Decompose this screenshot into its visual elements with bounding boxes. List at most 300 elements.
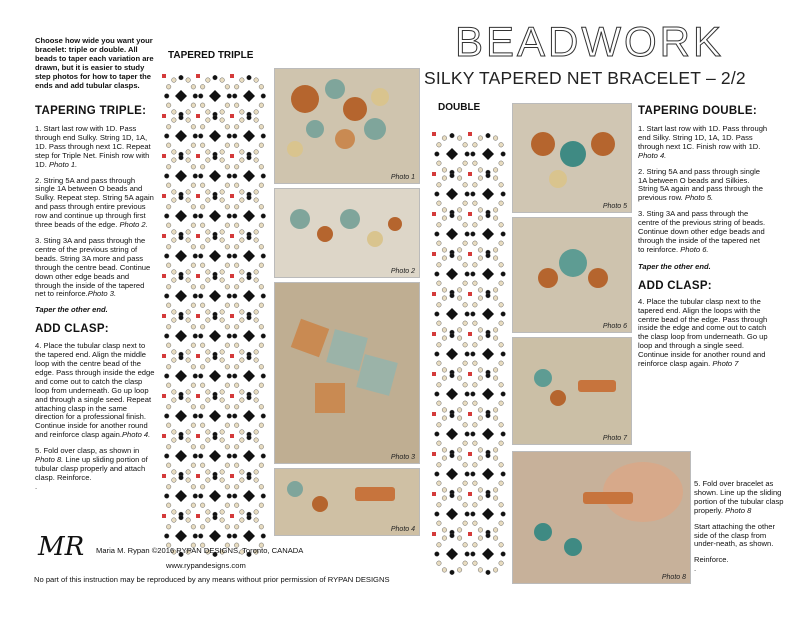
- bead: [220, 438, 225, 443]
- bead: [254, 478, 259, 483]
- red-bead: [468, 332, 472, 336]
- silky-bead: [482, 308, 494, 320]
- bead: [261, 134, 266, 139]
- bead: [225, 383, 230, 388]
- bead: [172, 190, 177, 195]
- bead: [193, 134, 198, 139]
- bead: [198, 454, 203, 459]
- bead: [437, 143, 442, 148]
- bead: [206, 358, 211, 363]
- footer-copyright: No part of this instruction may be reproduced by any means without prior permission of RYPAN DESIGNS: [34, 575, 390, 584]
- bead: [225, 405, 230, 410]
- bead: [493, 528, 498, 533]
- bead: [435, 312, 440, 317]
- bead: [193, 174, 198, 179]
- bead: [232, 494, 237, 499]
- bead: [234, 303, 239, 308]
- bead: [186, 158, 191, 163]
- bead: [200, 485, 205, 490]
- bead: [164, 454, 169, 459]
- bead: [240, 390, 245, 395]
- bead: [172, 270, 177, 275]
- bead: [471, 512, 476, 517]
- bead: [435, 512, 440, 517]
- red-bead: [196, 194, 200, 198]
- bead: [232, 254, 237, 259]
- bead: [261, 494, 266, 499]
- red-bead: [230, 314, 234, 318]
- bead: [473, 143, 478, 148]
- bead: [234, 525, 239, 530]
- red-bead: [432, 252, 436, 256]
- bead: [486, 373, 491, 378]
- bead: [225, 205, 230, 210]
- red-bead: [230, 114, 234, 118]
- bead: [259, 405, 264, 410]
- bead: [259, 445, 264, 450]
- bead: [191, 223, 196, 228]
- bead: [240, 198, 245, 203]
- bead: [457, 528, 462, 533]
- bead: [493, 216, 498, 221]
- bead: [186, 230, 191, 235]
- bead: [179, 235, 184, 240]
- bead: [457, 536, 462, 541]
- bead: [166, 423, 171, 428]
- bead: [213, 155, 218, 160]
- bead: [499, 543, 504, 548]
- bead: [220, 310, 225, 315]
- red-bead: [196, 154, 200, 158]
- red-bead: [196, 434, 200, 438]
- bead: [435, 552, 440, 557]
- bead: [457, 376, 462, 381]
- bead: [206, 278, 211, 283]
- bead: [463, 441, 468, 446]
- bead: [206, 230, 211, 235]
- right-column-bottom: [694, 480, 784, 574]
- bead: [478, 368, 483, 373]
- silky-bead: [243, 290, 255, 302]
- silky-bead: [482, 508, 494, 520]
- bead: [254, 438, 259, 443]
- bead: [240, 238, 245, 243]
- bead: [478, 568, 483, 573]
- bead: [457, 496, 462, 501]
- bead: [478, 256, 483, 261]
- bead: [437, 441, 442, 446]
- bead: [437, 361, 442, 366]
- bead: [457, 256, 462, 261]
- bead: [465, 232, 470, 237]
- photo-8: [512, 451, 691, 584]
- bead: [259, 325, 264, 330]
- bead: [437, 521, 442, 526]
- bead: [166, 103, 171, 108]
- bead: [247, 315, 252, 320]
- bead: [261, 414, 266, 419]
- silky-bead: [446, 388, 458, 400]
- bead: [240, 270, 245, 275]
- bead: [499, 423, 504, 428]
- photo-5-caption: Photo 5: [602, 203, 627, 210]
- bead-net: [432, 132, 505, 575]
- bead: [463, 521, 468, 526]
- red-bead: [230, 434, 234, 438]
- bead: [463, 463, 468, 468]
- bead: [437, 263, 442, 268]
- bead: [200, 405, 205, 410]
- bead: [261, 254, 266, 259]
- bead: [463, 303, 468, 308]
- bead: [493, 408, 498, 413]
- bead: [220, 118, 225, 123]
- bead: [457, 408, 462, 413]
- photo-6-image: [513, 218, 631, 332]
- red-bead: [196, 474, 200, 478]
- red-bead: [230, 234, 234, 238]
- bead: [166, 183, 171, 188]
- bead: [254, 150, 259, 155]
- add-clasp-heading-right: ADD CLASP:: [638, 279, 712, 292]
- bead: [213, 395, 218, 400]
- bead: [478, 408, 483, 413]
- red-bead: [468, 172, 472, 176]
- bead: [240, 78, 245, 83]
- silky-bead: [175, 530, 187, 542]
- bead: [259, 285, 264, 290]
- bead: [499, 183, 504, 188]
- bead: [501, 272, 506, 277]
- bead: [437, 201, 442, 206]
- bead: [206, 518, 211, 523]
- red-bead: [196, 514, 200, 518]
- bead: [186, 270, 191, 275]
- bead: [198, 334, 203, 339]
- bead: [206, 198, 211, 203]
- silky-bead: [243, 210, 255, 222]
- bead: [442, 328, 447, 333]
- bead: [450, 453, 455, 458]
- bead: [206, 470, 211, 475]
- bead: [186, 238, 191, 243]
- bead: [206, 150, 211, 155]
- bead: [493, 376, 498, 381]
- bead: [200, 325, 205, 330]
- bead: [191, 125, 196, 130]
- silky-bead: [482, 348, 494, 360]
- bead: [227, 334, 232, 339]
- bead: [501, 552, 506, 557]
- red-bead: [468, 412, 472, 416]
- bead: [225, 365, 230, 370]
- red-bead: [468, 212, 472, 216]
- bead: [254, 270, 259, 275]
- bead: [442, 528, 447, 533]
- bead: [471, 552, 476, 557]
- silky-bead: [209, 130, 221, 142]
- bead: [172, 478, 177, 483]
- bead: [499, 481, 504, 486]
- double-step-1: 1. Start last row with 1D. Pass through end Silky. String 1D, 1A, 1D. Pass through next 1C. Finish row with 1D. Photo 4.: [638, 124, 768, 160]
- bead: [232, 214, 237, 219]
- red-bead: [230, 514, 234, 518]
- red-bead: [162, 394, 166, 398]
- double-step-4: 4. Place the tubular clasp next to the tapered end. Align the loops with the centre bead of the edge. Pass through inside the edge and come out to catch the clasp loop from underneath. Go up loop and through a single seed. Continue inside for another round and reinforce clasp again. Photo 7: [638, 296, 768, 369]
- bead: [457, 328, 462, 333]
- bead: [225, 183, 230, 188]
- bead: [463, 401, 468, 406]
- bead: [191, 463, 196, 468]
- bead: [463, 223, 468, 228]
- bead: [261, 214, 266, 219]
- bead: [200, 423, 205, 428]
- bead: [220, 158, 225, 163]
- bead: [499, 343, 504, 348]
- bead: [213, 315, 218, 320]
- bead: [457, 216, 462, 221]
- bead: [240, 150, 245, 155]
- silky-bead: [209, 370, 221, 382]
- bead: [200, 205, 205, 210]
- bead: [220, 478, 225, 483]
- bead: [471, 152, 476, 157]
- bead: [254, 278, 259, 283]
- bead: [501, 152, 506, 157]
- bead: [486, 413, 491, 418]
- bead: [198, 134, 203, 139]
- bead: [179, 75, 184, 80]
- bead: [166, 205, 171, 210]
- bead: [191, 485, 196, 490]
- bead: [473, 201, 478, 206]
- bead: [164, 214, 169, 219]
- bead: [450, 293, 455, 298]
- tapered-triple-label: TAPERED TRIPLE: [168, 50, 254, 61]
- bead: [172, 310, 177, 315]
- bead: [450, 333, 455, 338]
- red-bead: [468, 532, 472, 536]
- right-column: [638, 105, 768, 369]
- bead: [259, 343, 264, 348]
- intro-text: Choose how wide you want your bracelet: triple or double. All beads to taper each variation are drawn, but it is easier to study step photos for how to taper the ends and add tubular clasps.: [35, 36, 154, 90]
- bead: [259, 125, 264, 130]
- silky-bead: [243, 370, 255, 382]
- silky-bead: [209, 210, 221, 222]
- bead: [213, 475, 218, 480]
- bead: [442, 448, 447, 453]
- bead: [450, 533, 455, 538]
- bead: [193, 494, 198, 499]
- bead: [259, 103, 264, 108]
- silky-bead: [446, 468, 458, 480]
- red-bead: [162, 354, 166, 358]
- silky-bead: [243, 90, 255, 102]
- bead: [172, 430, 177, 435]
- triple-bead-diagram: [160, 68, 270, 573]
- bead: [179, 315, 184, 320]
- bead: [234, 205, 239, 210]
- bead: [437, 321, 442, 326]
- bead: [227, 454, 232, 459]
- bead: [179, 475, 184, 480]
- bead: [465, 192, 470, 197]
- bead: [478, 448, 483, 453]
- bead: [478, 336, 483, 341]
- bead: [193, 294, 198, 299]
- red-bead: [468, 492, 472, 496]
- bead: [186, 390, 191, 395]
- bead: [442, 456, 447, 461]
- bead: [166, 365, 171, 370]
- bead: [457, 288, 462, 293]
- bead: [435, 192, 440, 197]
- bead: [234, 365, 239, 370]
- photo-2-image: [275, 189, 419, 277]
- bead: [200, 365, 205, 370]
- bead: [172, 438, 177, 443]
- bead: [471, 472, 476, 477]
- bead: [198, 294, 203, 299]
- silky-bead: [209, 330, 221, 342]
- red-bead: [230, 194, 234, 198]
- bead: [172, 510, 177, 515]
- triple-step-2: 2. String 5A and pass through single 1A between O beads and Sulky. Repeat step. String 5A again and pass through entire previous row and continue up through first three beads of the edge. Photo 2.: [35, 175, 154, 230]
- bead: [172, 158, 177, 163]
- bead: [225, 103, 230, 108]
- bead: [493, 568, 498, 573]
- bead: [234, 485, 239, 490]
- bead: [473, 561, 478, 566]
- bead: [225, 325, 230, 330]
- footer-credit: Maria M. Rypan ©2016 RYPAN DESIGNS, Toronto, CANADA: [96, 546, 304, 555]
- silky-bead: [175, 450, 187, 462]
- bead: [240, 190, 245, 195]
- bead: [486, 493, 491, 498]
- bead: [493, 176, 498, 181]
- bead: [240, 518, 245, 523]
- silky-bead: [446, 308, 458, 320]
- bead: [227, 414, 232, 419]
- bead: [254, 430, 259, 435]
- bead: [164, 254, 169, 259]
- bead: [164, 374, 169, 379]
- bead: [200, 183, 205, 188]
- bead: [232, 534, 237, 539]
- bead: [191, 343, 196, 348]
- bead: [493, 448, 498, 453]
- bead: [493, 296, 498, 301]
- silky-bead: [243, 450, 255, 462]
- red-bead: [432, 132, 436, 136]
- bead: [186, 278, 191, 283]
- bead: [435, 152, 440, 157]
- bead: [220, 318, 225, 323]
- bead: [457, 136, 462, 141]
- bead: [493, 168, 498, 173]
- bead: [200, 125, 205, 130]
- bead: [473, 423, 478, 428]
- bead: [435, 392, 440, 397]
- silky-bead: [175, 290, 187, 302]
- photo-7-image: [513, 338, 631, 444]
- bead: [206, 510, 211, 515]
- silky-bead: [446, 268, 458, 280]
- bead: [499, 223, 504, 228]
- bead: [240, 278, 245, 283]
- bead: [259, 423, 264, 428]
- bead: [186, 190, 191, 195]
- bead: [254, 158, 259, 163]
- bead: [206, 390, 211, 395]
- bead: [254, 350, 259, 355]
- bead: [499, 281, 504, 286]
- bead: [240, 430, 245, 435]
- red-bead: [230, 274, 234, 278]
- bead: [213, 195, 218, 200]
- bead: [442, 288, 447, 293]
- bead: [164, 414, 169, 419]
- bead: [166, 303, 171, 308]
- bead: [442, 256, 447, 261]
- silky-bead: [175, 410, 187, 422]
- bead: [220, 518, 225, 523]
- bead: [225, 125, 230, 130]
- bead: [166, 445, 171, 450]
- bead: [206, 270, 211, 275]
- bead: [186, 478, 191, 483]
- bead: [478, 288, 483, 293]
- bead: [213, 275, 218, 280]
- bead: [493, 208, 498, 213]
- bead: [206, 318, 211, 323]
- bead: [206, 350, 211, 355]
- bead: [234, 325, 239, 330]
- bead: [166, 405, 171, 410]
- bead: [501, 392, 506, 397]
- bead: [463, 361, 468, 366]
- bead: [471, 272, 476, 277]
- bead: [191, 285, 196, 290]
- bead: [473, 521, 478, 526]
- bead: [186, 510, 191, 515]
- bead: [191, 365, 196, 370]
- bead: [471, 432, 476, 437]
- red-bead: [196, 274, 200, 278]
- bead: [247, 475, 252, 480]
- bead: [450, 253, 455, 258]
- bead: [193, 414, 198, 419]
- bead: [193, 254, 198, 259]
- bead: [191, 383, 196, 388]
- bead: [259, 485, 264, 490]
- bead: [225, 85, 230, 90]
- red-bead: [230, 154, 234, 158]
- bead: [232, 454, 237, 459]
- bead: [499, 383, 504, 388]
- left-column: [35, 105, 155, 492]
- bead: [191, 143, 196, 148]
- bead: [234, 125, 239, 130]
- bead: [172, 350, 177, 355]
- bead: [499, 561, 504, 566]
- double-step-5: 5. Fold over bracelet as shown. Line up the sliding portion of the tubular clasp properly. Photo 8: [694, 479, 784, 515]
- bead: [172, 230, 177, 235]
- bead: [471, 352, 476, 357]
- bead: [234, 343, 239, 348]
- bead: [220, 510, 225, 515]
- bead: [442, 216, 447, 221]
